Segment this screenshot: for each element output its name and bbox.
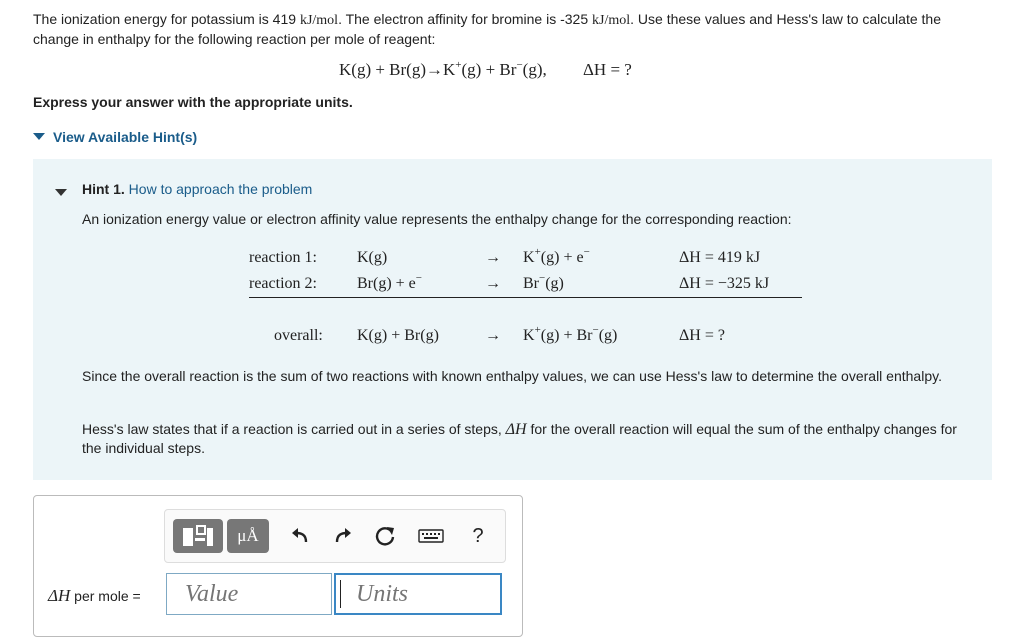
redo-icon xyxy=(333,526,353,546)
question-part-2: . The electron affinity for bromine is -325 xyxy=(338,11,589,27)
hint-collapse-toggle[interactable] xyxy=(55,185,75,203)
reaction-1-label: reaction 1: xyxy=(249,249,317,266)
reaction-1-rhs-sup: + xyxy=(534,246,541,258)
reaction-equation xyxy=(339,60,632,80)
overall-lhs: K(g) + Br(g) xyxy=(357,327,439,344)
overall-rhs-a: K xyxy=(523,327,535,344)
overall-delta-h: ΔH = ? xyxy=(679,327,725,344)
reaction-1-rhs-a: K xyxy=(523,249,535,266)
reset-button[interactable] xyxy=(370,519,400,553)
math-toolbar xyxy=(164,509,506,563)
overall-label: overall: xyxy=(274,327,323,344)
overall-rhs xyxy=(523,324,618,345)
units-input[interactable] xyxy=(334,573,502,615)
question-part-1: The ionization energy for potassium is 419 xyxy=(33,11,297,27)
overall-arrow: → xyxy=(485,327,501,344)
overall-rhs-c: (g) xyxy=(598,327,618,344)
reaction-1-rhs xyxy=(523,246,590,267)
equation-lhs: K(g) + Br(g)→K xyxy=(339,60,456,79)
redo-button[interactable] xyxy=(328,519,358,553)
reaction-2-lhs xyxy=(357,272,422,293)
reaction-2-delta-h: ΔH = −325 kJ xyxy=(679,275,770,292)
reaction-2-label: reaction 2: xyxy=(249,275,317,292)
help-button[interactable]: ? xyxy=(472,524,484,547)
reset-icon xyxy=(374,525,396,547)
instructions: Express your answer with the appropriate units. xyxy=(33,94,353,110)
keyboard-button[interactable] xyxy=(413,519,449,553)
reaction-2-rhs-b: (g) xyxy=(545,275,564,292)
undo-icon xyxy=(290,526,310,546)
overall-rhs-b: (g) + Br xyxy=(540,327,593,344)
question-units-2: kJ/mol xyxy=(592,13,631,28)
triangle-down-icon xyxy=(33,133,45,140)
hint-p3-b: for the overall reaction will equal the sum of the enthalpy changes for the individual steps. xyxy=(82,421,957,456)
equation-sup-plus: + xyxy=(455,59,462,71)
reaction-1-arrow: → xyxy=(485,249,501,266)
answer-box xyxy=(33,495,523,637)
reaction-1-rhs-b: (g) + e xyxy=(540,249,584,266)
answer-label xyxy=(48,586,141,606)
value-input[interactable] xyxy=(166,573,332,615)
sum-divider xyxy=(249,297,802,298)
equation-end: (g), xyxy=(522,60,547,79)
triangle-down-icon xyxy=(55,189,67,196)
reaction-2-rhs xyxy=(523,272,564,293)
reaction-1-delta-h: ΔH = 419 kJ xyxy=(679,249,761,266)
text-cursor xyxy=(340,580,341,608)
answer-label-delta-h: ΔH xyxy=(48,586,71,605)
overall-rhs-sup: + xyxy=(534,324,541,336)
hint-panel xyxy=(33,159,992,480)
reaction-2-rhs-sup: − xyxy=(539,272,546,284)
question-units-1: kJ/mol xyxy=(299,13,339,28)
hint-p3-delta-h: ΔH xyxy=(505,421,527,438)
hint-intro: An ionization energy value or electron affinity value represents the enthalpy change for the corresponding reaction: xyxy=(82,211,792,227)
templates-button[interactable] xyxy=(173,519,223,553)
reaction-2-lhs-sup: − xyxy=(415,272,422,284)
equation-delta-h: ΔH = ? xyxy=(582,60,632,79)
hint-title[interactable] xyxy=(82,181,312,197)
hint-paragraph-2: Since the overall reaction is the sum of two reactions with known enthalpy values, we can use Hess's law to determine the overall enthalpy. xyxy=(82,368,942,384)
reaction-1-rhs-sup2: − xyxy=(583,246,590,258)
view-hints-toggle[interactable] xyxy=(33,129,197,145)
reaction-1-lhs: K(g) xyxy=(357,249,388,266)
equation-sup-minus: − xyxy=(516,59,523,71)
units-button[interactable]: μÅ xyxy=(227,519,269,553)
question-part-3: . Use these values and Hess's law to calculate the change in enthalpy for the following reaction per mole of reagent: xyxy=(33,11,941,47)
templates-icon xyxy=(181,524,215,548)
overall-rhs-sup2: − xyxy=(592,324,599,336)
keyboard-icon xyxy=(418,528,444,544)
question-text xyxy=(33,10,973,49)
reaction-2-rhs-a: Br xyxy=(523,275,539,292)
hint-title-text: How to approach the problem xyxy=(128,181,313,197)
view-hints-label: View Available Hint(s) xyxy=(53,129,198,145)
hint-number: Hint 1. xyxy=(82,181,125,197)
reaction-2-arrow: → xyxy=(485,275,501,292)
equation-mid: (g) + Br xyxy=(461,60,517,79)
answer-label-text: per mole = xyxy=(70,588,141,604)
hint-p3-a: Hess's law states that if a reaction is carried out in a series of steps, xyxy=(82,421,502,437)
undo-button[interactable] xyxy=(285,519,315,553)
reaction-2-lhs-a: Br(g) + e xyxy=(357,275,416,292)
hint-paragraph-3 xyxy=(82,420,962,458)
